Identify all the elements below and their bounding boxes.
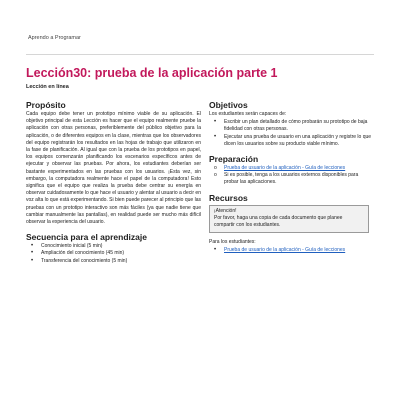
page-title: Lección30: prueba de la aplicación parte 1 [26,66,278,80]
secuencia-list [26,243,201,265]
attention-note [209,205,369,233]
objetivos-heading: Objetivos [209,100,248,110]
preparacion-item [209,165,374,172]
preparacion-item: o Si es posible, tenga a los usuarios externos disponibles para probar las aplicaciones. [209,172,374,186]
recurso-item [209,247,374,254]
secuencia-item: • Transferencia del conocimiento (5 min) [26,258,201,265]
secuencia-heading: Secuencia para el aprendizaje [26,232,147,243]
left-column [26,100,201,265]
preparacion-link[interactable]: Prueba de usuario de la aplicación - Guía de lecciones [224,165,346,172]
page-header-label: Aprendo a Programar [28,35,81,41]
preparacion-list [209,165,374,187]
objetivo-item: • Ejecutar una prueba de usuario en una aplicación y registre lo que dicen los usuarios sobre su producto viable mínimo. [209,134,374,148]
objetivos-list [209,119,374,148]
secuencia-item: • Ampliación del conocimiento (45 min) [26,250,201,257]
recursos-heading: Recursos [209,192,248,203]
recursos-links [209,247,374,254]
secuencia-item: • Conocimiento inicial (5 min) [26,243,201,250]
objetivos-intro: Los estudiantes serán capaces de: [209,111,287,117]
docentes-label: Para los estudiantes: [209,238,256,245]
preparacion-heading: Preparación [209,154,259,165]
recurso-link[interactable]: Prueba de usuario de la aplicación - Guía de lecciones [224,246,346,253]
header-divider [26,54,374,55]
note-text: Por favor, haga una copia de cada documento que planee compartir con los estudiantes. [214,214,343,228]
objetivo-item: • Escribir un plan detallado de cómo probarán su prototipo de baja fidelidad con otras personas. [209,119,374,133]
note-title: ¡Atención! [214,207,237,214]
proposito-text: Cada equipo debe tener un prototipo mínimo viable de su aplicación. El objetivo principal de esta Lección es hacer que el equipo realmente pruebe la aplicación con otras personas, preferiblemente del público objetivo para la aplicación, o de diferentes equipos en la clase, mientras que los observadores del equipo registrarán los resultados en las hojas de trabajo que utilizaron en la fase de planificación. Al igual que con la prueba de los prototipos en papel, los equipos comenzarán planificando los escenarios específicos antes de ejecutar y observar las pruebas. Por ahora, los estudiantes deberían ser bastante experimentados en las pruebas con los usuarios. ¡Esta vez, sin embargo, la computadora realmente hace el papel de la computadora! Esto significa que el equipo que realiza la prueba debe centrar su energía en observar cuidadosamente lo que hace el usuario y alentar al usuario a decir en voz alta lo que está experimentando. Si bien puede parecer al principio que las pruebas con un prototipo interactivo son más fáciles (ya que nadie tiene que cambiar manualmente las pantallas), en realidad puede ser mucho más difícil observar la experiencia del usuario. [26,111,201,226]
proposito-heading: Propósito [26,100,66,110]
right-column [209,100,374,254]
page-subtitle: Lección en línea [26,84,69,90]
